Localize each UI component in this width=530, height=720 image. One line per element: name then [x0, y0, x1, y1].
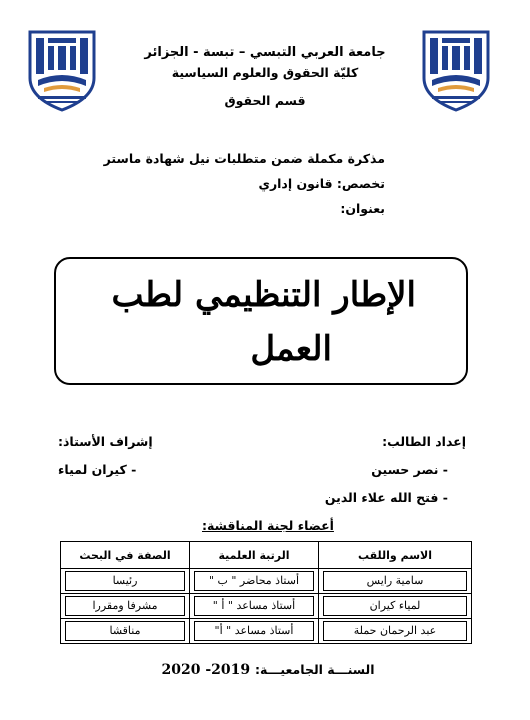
committee-header-row	[61, 542, 472, 569]
academic-year-label: السنـــة الجامعيـــة:	[254, 662, 375, 677]
member-rank: أستاذ مساعد " أ "	[194, 596, 314, 616]
member-role: مناقشا	[65, 621, 185, 641]
supervisor-label: إشراف الأستاذ:	[58, 434, 153, 449]
header-role: الصفة في البحث	[61, 542, 190, 569]
member-role: رئيسا	[65, 571, 185, 591]
committee-label: أعضاء لجنة المناقشة:	[202, 518, 334, 533]
header-rank: الرتبة العلمية	[190, 542, 319, 569]
table-row	[61, 619, 472, 644]
university-seal-icon	[24, 26, 100, 114]
thesis-title-line-1: الإطار التنظيمي لطب	[111, 275, 416, 315]
member-name: عبد الرحمان حملة	[323, 621, 467, 641]
specialty: تخصص: قانون إداري	[258, 176, 385, 191]
university-logo-left	[24, 26, 100, 114]
faculty-name: كليّة الحقوق والعلوم السياسية	[171, 65, 359, 80]
member-name: لمياء كيران	[323, 596, 467, 616]
memo-description: مذكرة مكملة ضمن متطلبات نيل شهادة ماستر	[103, 151, 385, 166]
table-row	[61, 569, 472, 594]
academic-year-value: 2019- 2020	[161, 662, 251, 678]
university-seal-icon	[418, 26, 494, 114]
university-logo-right	[418, 26, 494, 114]
member-name: سامية رايس	[323, 571, 467, 591]
academic-year	[158, 662, 378, 678]
member-role: مشرفا ومقررا	[65, 596, 185, 616]
thesis-title-box	[54, 257, 468, 385]
student-name-1: - نصر حسين	[371, 462, 448, 477]
memo-info	[85, 150, 385, 225]
committee-table	[60, 541, 472, 644]
institution-header	[110, 44, 420, 110]
member-rank: أستاذ محاضر " ب "	[194, 571, 314, 591]
header-name: الاسم واللقب	[319, 542, 472, 569]
university-name: جامعة العربي التبسي – تبسة - الجزائر	[144, 45, 386, 60]
titled-label: بعنوان:	[340, 201, 385, 216]
member-rank: أستاذ مساعد " أ"	[194, 621, 314, 641]
thesis-title-line-2: العمل	[250, 329, 332, 369]
supervisor-name: - كيران لمياء	[58, 462, 137, 477]
student-name-2: - فتح الله علاء الدين	[324, 490, 448, 505]
students-label: إعداد الطالب:	[382, 434, 466, 449]
department-name: قسم الحقوق	[224, 93, 306, 108]
table-row	[61, 594, 472, 619]
